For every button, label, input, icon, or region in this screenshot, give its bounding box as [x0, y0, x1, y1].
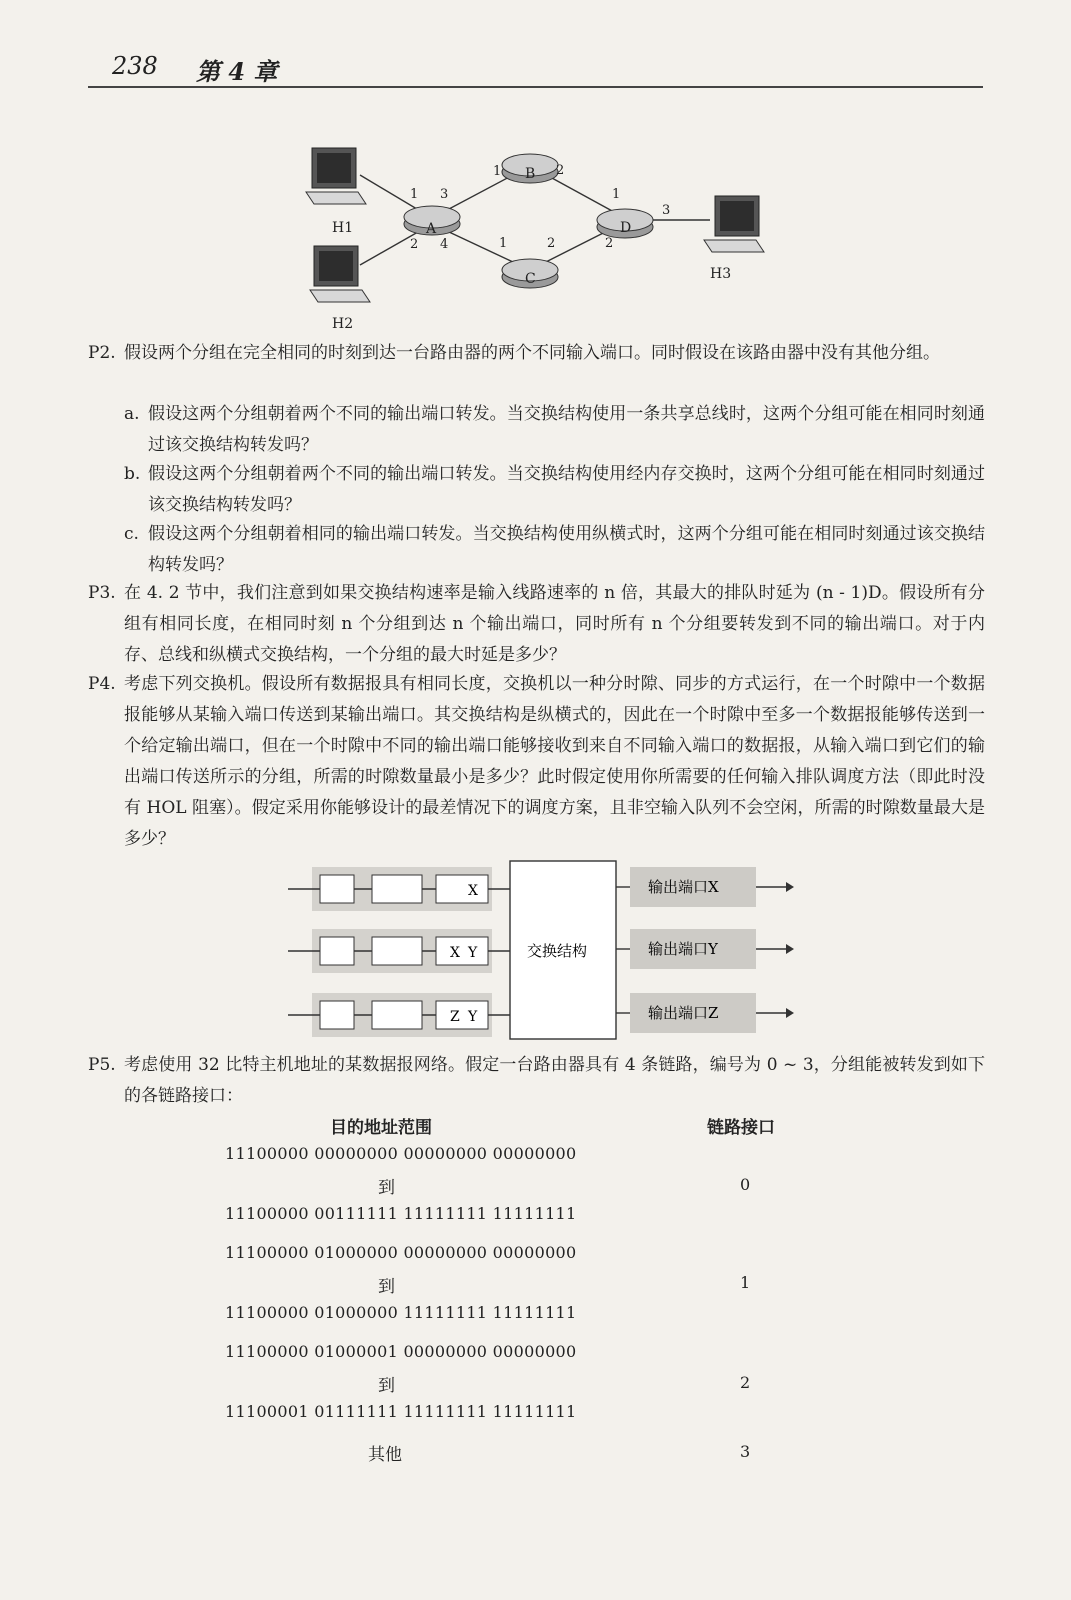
row-2-link: 2 [740, 1373, 751, 1392]
problem-p3 [88, 578, 985, 671]
row-2-to: 11100001 01111111 11111111 11111111 [225, 1402, 577, 1421]
network-figure [300, 140, 780, 340]
svg-text:1: 1 [410, 187, 419, 202]
router-d-label: D [620, 220, 632, 236]
input-queue-1 [288, 867, 510, 911]
svg-text:3: 3 [662, 203, 671, 218]
row-0-to: 11100000 00111111 11111111 11111111 [225, 1204, 577, 1223]
output-port-z-label: 输出端口Z [648, 1004, 719, 1022]
problem-p2-c [124, 519, 985, 581]
svg-text:1: 1 [612, 187, 621, 202]
problem-p4 [88, 669, 985, 855]
problem-p2-b-text: 假设这两个分组朝着两个不同的输出端口转发。当交换结构使用经内存交换时，这两个分组可能在相同时刻通过该交换结构转发吗？ [148, 464, 985, 515]
output-port-y-label: 输出端口Y [648, 940, 718, 958]
switch-fabric-label: 交换结构 [527, 942, 588, 960]
problem-p5-text: 考虑使用 32 比特主机地址的某数据报网络。假定一台路由器具有 4 条链路，编号为 0 ~ 3，分组能被转发到如下的各链路接口： [124, 1055, 985, 1106]
problem-p2 [88, 338, 985, 369]
row-other-link: 3 [740, 1442, 751, 1461]
row-2-to-word: 到 [378, 1376, 395, 1396]
header-rule [88, 86, 983, 88]
problem-p4-text: 考虑下列交换机。假设所有数据报具有相同长度，交换机以一种分时隙、同步的方式运行，在一个时隙中一个数据报能够从某输入端口传送到某输出端口。其交换结构是纵横式的，因此在一个时隙中至多一个数据报能够传送到一个给定输出端口，但在一个时隙中不同的输出端口能够接收到来自不同输入端口的数据报，从输入端口到它们的输出端口传送所示的分组，所需的时隙数量最小是多少？此时假定使用你所需要的任何输入排队调度方法（即此时没有 HOL 阻塞）。假定采用你能够设计的最差情况下的调度方案，且非空输入队列不会空闲，所需的时隙数量最大是多少？ [124, 674, 985, 849]
queue-2-packet-2: Y [468, 945, 478, 961]
output-port-x-label: 输出端口X [648, 878, 719, 896]
svg-text:1: 1 [493, 164, 502, 179]
router-d [597, 209, 653, 238]
row-0-link: 0 [740, 1175, 751, 1194]
svg-text:4: 4 [440, 237, 449, 252]
router-c-label: C [525, 271, 536, 287]
problem-p2-a-label: a. [124, 404, 140, 424]
queue-3-packet-1: Z [450, 1009, 460, 1025]
problem-p2-label: P2. [88, 343, 116, 363]
row-0-from: 11100000 00000000 00000000 00000000 [225, 1144, 577, 1163]
problem-p2-c-text: 假设这两个分组朝着相同的输出端口转发。当交换结构使用纵横式时，这两个分组可能在相同时刻通过该交换结构转发吗？ [148, 524, 985, 575]
host-h2-label: H2 [332, 316, 354, 332]
row-1-link: 1 [740, 1273, 751, 1292]
page-number: 238 [112, 52, 158, 80]
problem-p5-label: P5. [88, 1055, 116, 1075]
host-h1-label: H1 [332, 220, 354, 236]
row-0-to-word: 到 [378, 1178, 395, 1198]
input-queue-3 [288, 993, 510, 1037]
input-queue-2 [288, 929, 510, 973]
host-h3-label: H3 [710, 266, 732, 282]
host-h2 [310, 246, 370, 332]
row-other-label: 其他 [368, 1445, 402, 1465]
router-b-label: B [525, 166, 536, 182]
router-c [502, 259, 558, 288]
output-port-z [616, 993, 794, 1033]
svg-text:3: 3 [440, 187, 449, 202]
problem-p2-b [124, 459, 985, 521]
svg-text:2: 2 [547, 236, 556, 251]
host-h1 [306, 148, 366, 236]
output-port-y [616, 929, 794, 969]
output-port-x [616, 867, 794, 907]
queue-3-packet-2: Y [468, 1009, 478, 1025]
queue-2-packet-1: X [450, 945, 460, 961]
row-2-from: 11100000 01000001 00000000 00000000 [225, 1342, 577, 1361]
table-header-destination: 目的地址范围 [330, 1118, 432, 1138]
svg-text:2: 2 [556, 163, 565, 178]
svg-text:1: 1 [499, 236, 508, 251]
router-b [502, 154, 558, 183]
router-a [404, 206, 460, 237]
problem-p4-label: P4. [88, 674, 116, 694]
problem-p5 [88, 1050, 985, 1112]
table-header-link: 链路接口 [707, 1118, 775, 1138]
problem-p2-a-text: 假设这两个分组朝着两个不同的输出端口转发。当交换结构使用一条共享总线时，这两个分组可能在相同时刻通过该交换结构转发吗？ [148, 404, 985, 455]
svg-text:2: 2 [605, 236, 614, 251]
host-h3 [704, 196, 764, 282]
problem-p2-a [124, 399, 985, 461]
chapter-title: 第 4 章 [196, 57, 278, 86]
queue-1-packet-1: X [468, 883, 478, 899]
problem-p2-b-label: b. [124, 464, 141, 484]
svg-text:2: 2 [410, 237, 419, 252]
router-a-label: A [426, 221, 437, 237]
problem-p3-text: 在 4. 2 节中，我们注意到如果交换结构速率是输入线路速率的 n 倍，其最大的排队时延为 (n - 1)D。假设所有分组有相同长度，在相同时刻 n 个分组到达 n 个输出端口，同时所有 n 个分组要转发到不同的输出端口。对于内存、总线和纵横式交换结构，一个分组的最大时延是多少？ [124, 583, 985, 665]
switch-figure [280, 855, 800, 1045]
row-1-from: 11100000 01000000 00000000 00000000 [225, 1243, 577, 1262]
problem-p2-text: 假设两个分组在完全相同的时刻到达一台路由器的两个不同输入端口。同时假设在该路由器中没有其他分组。 [124, 343, 940, 363]
row-1-to: 11100000 01000000 11111111 11111111 [225, 1303, 577, 1322]
row-1-to-word: 到 [378, 1277, 395, 1297]
problem-p3-label: P3. [88, 583, 116, 603]
problem-p2-c-label: c. [124, 524, 139, 544]
